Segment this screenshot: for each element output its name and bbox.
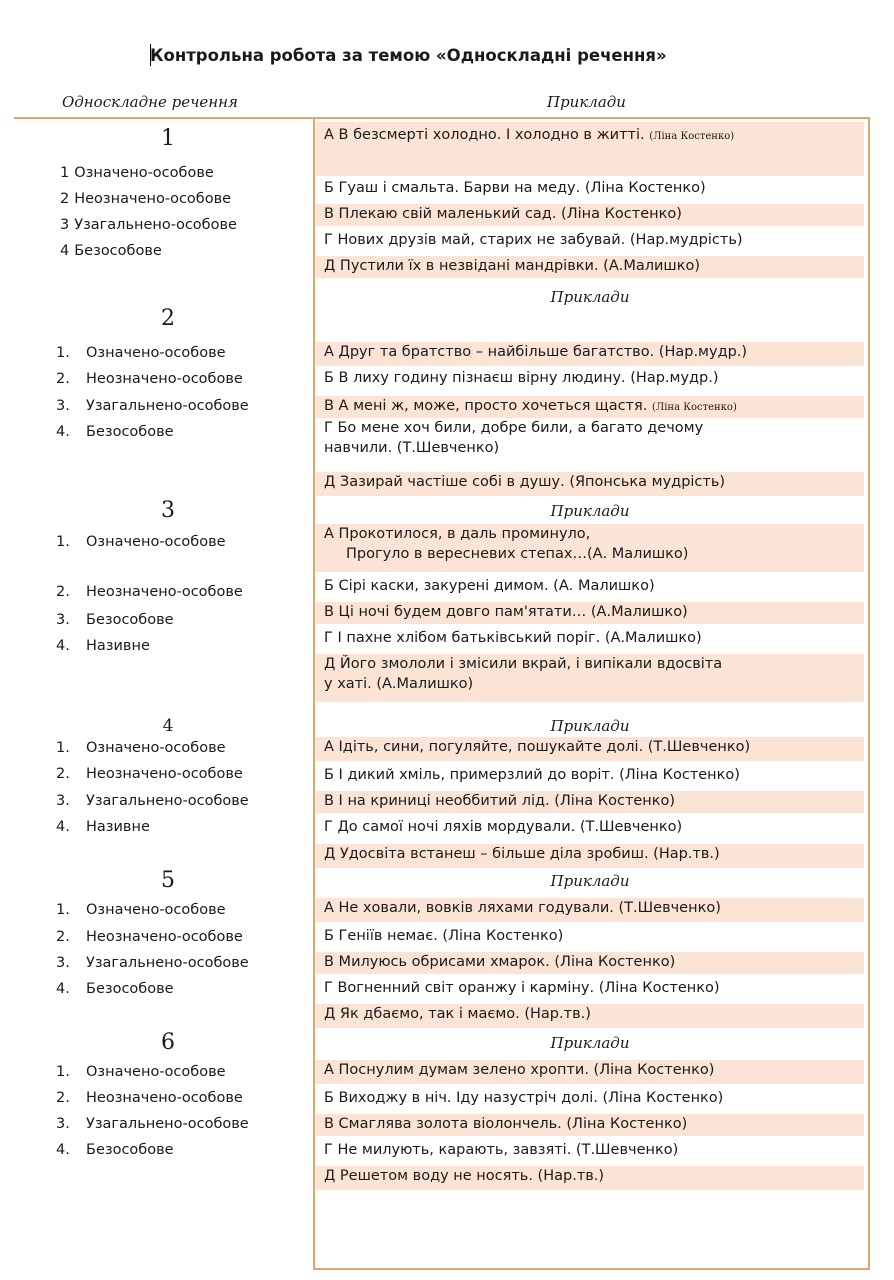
example-text: Г Нових друзів май, старих не забувай. (Нар.мудрість) bbox=[324, 232, 743, 248]
example-sentence bbox=[316, 1004, 864, 1028]
document-title: Контрольна робота за темою «Односкладні речення» bbox=[150, 46, 667, 65]
option-label: Означено-особове bbox=[86, 345, 226, 361]
option-label: Називне bbox=[86, 819, 150, 835]
group-number: 2 bbox=[161, 306, 175, 331]
option-number: 1. bbox=[56, 902, 70, 918]
example-text: В Милуюсь обрисами хмарок. (Ліна Костенко) bbox=[324, 954, 676, 970]
example-text: А Поснулим думам зелено хропти. (Ліна Костенко) bbox=[324, 1062, 715, 1078]
example-text: Б Геніїв немає. (Ліна Костенко) bbox=[324, 928, 564, 944]
example-text: Г І пахне хлібом батьківський поріг. (А.Малишко) bbox=[324, 630, 702, 646]
option-label: Безособове bbox=[86, 612, 174, 628]
answer-option bbox=[52, 819, 150, 835]
option-number: 1. bbox=[56, 740, 70, 756]
option-number: 2. bbox=[56, 766, 70, 782]
answer-option bbox=[52, 793, 249, 809]
option-label: Неозначено-особове bbox=[74, 191, 232, 207]
option-label: Узагальнено-особове bbox=[86, 955, 249, 971]
example-sentence bbox=[316, 737, 864, 761]
example-text: Б Гуаш і смальта. Барви на меду. (Ліна Костенко) bbox=[324, 180, 706, 196]
example-text: Д Його змололи і змісили вкрай, і випікали вдосвіта bbox=[324, 656, 723, 672]
answer-option bbox=[52, 243, 162, 259]
answer-option bbox=[52, 955, 249, 971]
answer-option bbox=[52, 534, 226, 550]
option-number: 2. bbox=[56, 929, 70, 945]
option-number: 4. bbox=[56, 981, 70, 997]
example-text: Б В лиху годину пізнаєш вірну людину. (Нар.мудр.) bbox=[324, 370, 719, 386]
example-text: А Прокотилося, в даль проминуло, bbox=[324, 526, 591, 542]
column-header-sentence-type: Односкладне речення bbox=[62, 93, 238, 111]
answer-option bbox=[52, 371, 243, 387]
example-author: (Ліна Костенко) bbox=[651, 402, 737, 413]
option-label: Означено-особове bbox=[86, 1064, 226, 1080]
option-number: 4. bbox=[56, 638, 70, 654]
table-right-border bbox=[868, 118, 870, 1269]
example-sentence bbox=[316, 602, 864, 624]
example-sentence bbox=[316, 1088, 864, 1110]
answer-option bbox=[52, 1116, 249, 1132]
example-sentence bbox=[316, 178, 864, 200]
example-text: Д Удосвіта встанеш – більше діла зробиш. (Нар.тв.) bbox=[324, 846, 720, 862]
answer-option bbox=[52, 424, 174, 440]
option-number: 4 bbox=[60, 243, 70, 259]
example-sentence bbox=[316, 844, 864, 868]
option-number: 1. bbox=[56, 345, 70, 361]
group-number: 6 bbox=[161, 1030, 175, 1055]
option-label: Означено-особове bbox=[86, 534, 226, 550]
example-sentence bbox=[316, 628, 864, 650]
option-label: Називне bbox=[86, 638, 150, 654]
answer-option bbox=[52, 1142, 174, 1158]
group-number: 1 bbox=[161, 126, 175, 151]
example-sentence bbox=[316, 204, 864, 226]
example-text: А Не ховали, вовків ляхами годували. (Т.Шевченко) bbox=[324, 900, 721, 916]
example-text: Г Бо мене хоч били, добре били, а багато дечому bbox=[324, 420, 704, 436]
option-label: Узагальнено-особове bbox=[74, 217, 237, 233]
option-label: Неозначено-особове bbox=[86, 371, 243, 387]
examples-subheader: Приклади bbox=[550, 872, 630, 890]
example-text: Д Зазирай частіше собі в душу. (Японська мудрість) bbox=[324, 474, 726, 490]
answer-option bbox=[52, 612, 174, 628]
example-sentence bbox=[316, 1114, 864, 1136]
example-sentence bbox=[316, 654, 864, 702]
example-text: В І на криниці необбитий лід. (Ліна Костенко) bbox=[324, 793, 676, 809]
answer-option bbox=[52, 217, 237, 233]
example-text: Г До самої ночі ляхів мордували. (Т.Шевченко) bbox=[324, 819, 683, 835]
example-text: Д Як дбаємо, так і маємо. (Нар.тв.) bbox=[324, 1006, 591, 1022]
group-number: 3 bbox=[161, 498, 175, 523]
option-number: 4. bbox=[56, 424, 70, 440]
example-sentence bbox=[316, 1166, 864, 1190]
example-text: Г Вогненний світ оранжу і карміну. (Ліна Костенко) bbox=[324, 980, 720, 996]
column-header-examples: Приклади bbox=[547, 93, 626, 111]
option-number: 1 bbox=[60, 165, 70, 181]
answer-option bbox=[52, 191, 231, 207]
example-sentence bbox=[316, 256, 864, 278]
answer-option bbox=[52, 345, 226, 361]
option-number: 2. bbox=[56, 584, 70, 600]
option-number: 3 bbox=[60, 217, 70, 233]
example-text: В А мені ж, може, просто хочеться щастя. bbox=[324, 398, 648, 414]
example-sentence bbox=[316, 396, 864, 418]
example-text: А Друг та братство – найбільше багатство. (Нар.мудр.) bbox=[324, 344, 748, 360]
table-bottom-border bbox=[313, 1268, 870, 1270]
answer-option bbox=[52, 929, 243, 945]
option-label: Неозначено-особове bbox=[86, 766, 243, 782]
example-text: В Смаглява золота віолончель. (Ліна Костенко) bbox=[324, 1116, 688, 1132]
option-number: 3. bbox=[56, 612, 70, 628]
example-sentence bbox=[316, 926, 864, 948]
option-number: 1. bbox=[56, 534, 70, 550]
answer-option bbox=[52, 766, 243, 782]
option-number: 2. bbox=[56, 1090, 70, 1106]
option-number: 3. bbox=[56, 398, 70, 414]
example-sentence bbox=[316, 230, 864, 252]
example-sentence bbox=[316, 524, 864, 572]
option-number: 4. bbox=[56, 1142, 70, 1158]
option-number: 3. bbox=[56, 955, 70, 971]
group-number: 5 bbox=[161, 868, 175, 893]
example-author: (Ліна Костенко) bbox=[649, 131, 735, 142]
group-number: 4 bbox=[162, 716, 174, 736]
option-label: Неозначено-особове bbox=[86, 1090, 243, 1106]
option-label: Узагальнено-особове bbox=[86, 398, 249, 414]
example-sentence bbox=[316, 418, 864, 464]
example-sentence bbox=[316, 122, 864, 176]
example-sentence bbox=[316, 472, 864, 496]
examples-subheader: Приклади bbox=[550, 502, 630, 520]
option-label: Означено-особове bbox=[74, 165, 214, 181]
example-sentence bbox=[316, 765, 864, 787]
answer-option bbox=[52, 584, 243, 600]
option-label: Означено-особове bbox=[86, 902, 226, 918]
answer-option bbox=[52, 165, 214, 181]
example-text-continued: Прогуло в вересневих степах…(А. Малишко) bbox=[346, 546, 689, 562]
answer-option bbox=[52, 981, 174, 997]
header-divider bbox=[14, 117, 870, 119]
option-number: 3. bbox=[56, 793, 70, 809]
example-text: Д Решетом воду не носять. (Нар.тв.) bbox=[324, 1168, 605, 1184]
example-text: Г Не милують, карають, завзяті. (Т.Шевченко) bbox=[324, 1142, 679, 1158]
example-text: Д Пустили їх в незвідані мандрівки. (А.Малишко) bbox=[324, 258, 700, 274]
answer-option bbox=[52, 398, 249, 414]
example-sentence bbox=[316, 952, 864, 974]
answer-option bbox=[52, 902, 226, 918]
option-number: 2. bbox=[56, 371, 70, 387]
option-number: 4. bbox=[56, 819, 70, 835]
example-text: В Плекаю свій маленький сад. (Ліна Костенко) bbox=[324, 206, 682, 222]
option-label: Безособове bbox=[86, 424, 174, 440]
example-text-continued: у хаті. (А.Малишко) bbox=[324, 676, 474, 692]
example-sentence bbox=[316, 342, 864, 366]
option-number: 1. bbox=[56, 1064, 70, 1080]
example-text: А В безсмерті холодно. І холодно в житті. bbox=[324, 127, 645, 143]
sentence-type-column bbox=[52, 120, 302, 1220]
answer-option bbox=[52, 1090, 243, 1106]
example-sentence bbox=[316, 978, 864, 1000]
example-sentence bbox=[316, 1060, 864, 1084]
option-number: 3. bbox=[56, 1116, 70, 1132]
examples-subheader: Приклади bbox=[550, 717, 630, 735]
example-text-continued: навчили. (Т.Шевченко) bbox=[324, 440, 500, 456]
example-text: Б Виходжу в ніч. Іду назустріч долі. (Ліна Костенко) bbox=[324, 1090, 724, 1106]
option-label: Безособове bbox=[86, 1142, 174, 1158]
example-sentence bbox=[316, 576, 864, 598]
option-label: Безособове bbox=[86, 981, 174, 997]
example-sentence bbox=[316, 1140, 864, 1162]
answer-option bbox=[52, 638, 150, 654]
example-text: Б І дикий хміль, примерзлий до воріт. (Ліна Костенко) bbox=[324, 767, 740, 783]
answer-option bbox=[52, 1064, 226, 1080]
example-text: Б Сірі каски, закурені димом. (А. Малишко) bbox=[324, 578, 655, 594]
example-sentence bbox=[316, 791, 864, 813]
option-label: Безособове bbox=[74, 243, 162, 259]
option-label: Неозначено-особове bbox=[86, 584, 243, 600]
option-label: Означено-особове bbox=[86, 740, 226, 756]
table-left-border bbox=[313, 118, 315, 1269]
answer-option bbox=[52, 740, 226, 756]
option-label: Узагальнено-особове bbox=[86, 1116, 249, 1132]
option-label: Неозначено-особове bbox=[86, 929, 243, 945]
option-label: Узагальнено-особове bbox=[86, 793, 249, 809]
example-sentence bbox=[316, 817, 864, 839]
option-number: 2 bbox=[60, 191, 70, 207]
example-sentence bbox=[316, 898, 864, 922]
example-sentence bbox=[316, 368, 864, 390]
examples-subheader: Приклади bbox=[550, 1034, 630, 1052]
example-text: А Ідіть, сини, погуляйте, пошукайте долі. (Т.Шевченко) bbox=[324, 739, 751, 755]
examples-subheader: Приклади bbox=[550, 288, 630, 306]
example-text: В Ці ночі будем довго пам'ятати… (А.Малишко) bbox=[324, 604, 688, 620]
